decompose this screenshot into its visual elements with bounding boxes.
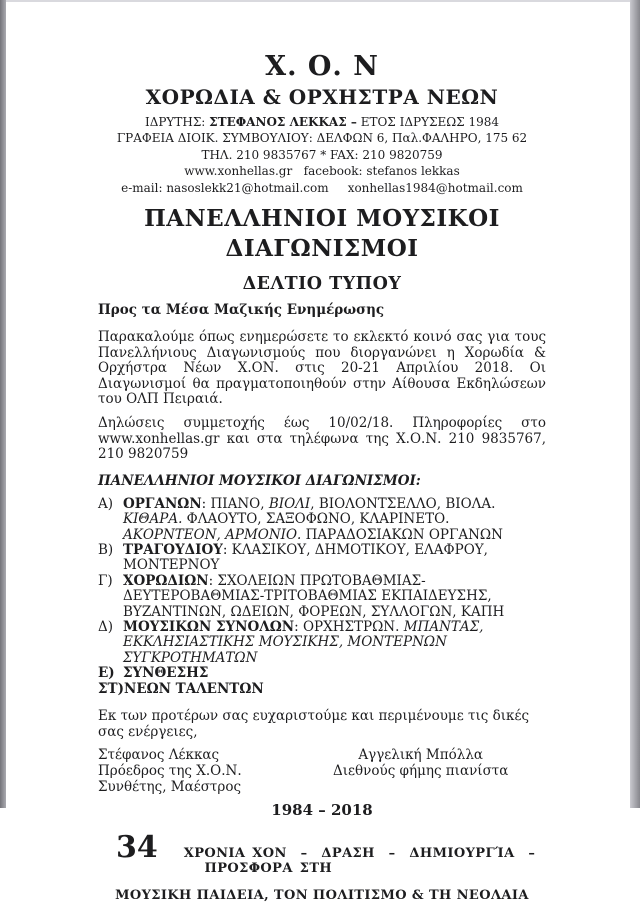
competition-item	[98, 666, 546, 681]
competition-item	[98, 682, 546, 697]
anniversary-line2: ΜΟΥΣΙΚΗ ΠΑΙΔΕΙΑ, ΤΟΝ ΠΟΛΙΤΙΣΜΟ & ΤΗ ΝΕΟΛΑΙΑ	[115, 888, 529, 903]
competition-item-label: Β)	[98, 542, 114, 558]
competition-item	[98, 497, 546, 543]
registration-paragraph: Δηλώσεις συμμετοχής έως 10/02/18. Πληροφορίες στο www.xonhellas.gr και στα τηλέφωνα της Χ.Ο.Ν. 210 9835767, 210 9820759	[98, 415, 546, 463]
competition-item-label: ΣΤ)	[98, 680, 124, 697]
signature-left-name: Στέφανος Λέκκας	[98, 747, 220, 764]
competition-item-text: ΝΕΩΝ ΤΑΛΕΝΤΩΝ	[123, 680, 264, 697]
page-edge-left	[0, 0, 6, 808]
signature-left	[98, 747, 333, 795]
founder-line	[98, 114, 546, 130]
page-edge-right	[630, 0, 640, 808]
competition-item	[98, 620, 546, 666]
years-range: 1984 – 2018	[271, 801, 373, 820]
founder-suffix: ΕΤΟΣ ΙΔΡΥΣΕΩΣ 1984	[356, 115, 500, 129]
competition-item-text: ΤΡΑΓΟΥΔΙΟΥ: ΚΛΑΣΙΚΟΥ, ΔΗΜΟΤΙΚΟΥ, ΕΛΑΦΡΟΥ, ΜΟΝΤΕΡΝΟΥ	[123, 542, 488, 574]
competition-item-text: ΣΥΝΘΕΣΗΣ	[123, 665, 209, 682]
address-line: ΓΡΑΦΕΙΑ ΔΙΟΙΚ. ΣΥΜΒΟΥΛΙΟΥ: ΔΕΛΦΩΝ 6, Παλ.ΦΑΛΗΡΟ, 175 62	[116, 131, 528, 146]
competition-item	[98, 574, 546, 620]
competition-item-text: ΟΡΓΑΝΩΝ: ΠΙΑΝΟ, ΒΙΟΛΙ, ΒΙΟΛΟΝΤΣΕΛΛΟ, ΒΙΟΛΑ. ΚΙΘΑΡΑ. ΦΛΑΟΥΤΟ, ΣΑΞΟΦΩΝΟ, ΚΛΑΡΙΝΕΤΟ. ΑΚΟΡΝΤΕΟΝ, ΑΡΜΟΝΙΟ. ΠΑΡΑΔΟΣΙΑΚΩΝ ΟΡΓΑΝΩΝ	[123, 495, 503, 543]
founder-prefix: ΙΔΡΥΤΗΣ:	[144, 115, 210, 129]
signature-right	[333, 747, 508, 795]
intro-paragraph: Παρακαλούμε όπως ενημερώσετε το εκλεκτό κοινό σας για τους Πανελλήνιους Διαγωνισμούς που διοργανώνει η Χορωδία & Ορχήστρα Νέων Χ.ΟΝ. στις 20-21 Απριλίου 2018. Οι Διαγωνισμοί θα πραγματοποιηθούν στην Αίθουσα Εκδηλώσεων του ΟΛΠ Πειραιά.	[98, 329, 546, 408]
competition-item-text: ΧΟΡΩΔΙΩΝ: ΣΧΟΛΕΙΩΝ ΠΡΩΤΟΒΑΘΜΙΑΣ-ΔΕΥΤΕΡΟΒΑΘΜΙΑΣ-ΤΡΙΤΟΒΑΘΜΙΑΣ ΕΚΠΑΙΔΕΥΣΗΣ, ΒΥΖΑΝΤΙΝΩΝ, ΩΔΕΙΩΝ, ΦΟΡΕΩΝ, ΣΥΛΛΟΓΩΝ, ΚΑΠΗ	[123, 572, 505, 620]
press-release-subtitle: ΔΕΛΤΙΟ ΤΥΠΟΥ	[242, 274, 402, 295]
anniversary-row	[116, 832, 546, 876]
org-name: ΧΟΡΩΔΙΑ & ΟΡΧΗΣΤΡΑ ΝΕΩΝ	[145, 85, 499, 109]
addressee-line: Προς τα Μέσα Μαζικής Ενημέρωσης	[98, 302, 385, 319]
web-facebook-line: www.xonhellas.gr facebook: stefanos lekkas	[184, 164, 460, 179]
signature-block	[98, 747, 546, 795]
signature-right-title: Διεθνούς φήμης πιανίστα	[333, 763, 509, 780]
signature-right-name: Αγγελική Μπόλλα	[358, 747, 483, 764]
competition-item-label: Γ)	[98, 572, 113, 589]
founder-name: ΣΤΕΦΑΝΟΣ ΛΕΚΚΑΣ –	[209, 115, 357, 129]
phone-fax-line: ΤΗΛ. 210 9835767 * FAX: 210 9820759	[201, 147, 443, 162]
signature-left-title1: Πρόεδρος της Χ.Ο.Ν.	[98, 763, 242, 780]
signature-left-title2: Συνθέτης, Μαέστρος	[98, 779, 242, 796]
competition-list	[98, 497, 546, 697]
document-content	[98, 0, 546, 903]
press-release-title: ΠΑΝΕΛΛΗΝΙΟΙ ΜΟΥΣΙΚΟΙ ΔΙΑΓΩΝΙΣΜΟΙ	[144, 205, 500, 263]
email-line: e-mail: nasoslekk21@hotmail.com xonhellas1984@hotmail.com	[121, 180, 523, 195]
competition-item-label: Δ)	[98, 619, 114, 636]
competition-item-text: ΜΟΥΣΙΚΩΝ ΣΥΝΟΛΩΝ: ΟΡΧΗΣΤΡΩΝ. ΜΠΑΝΤΑΣ, ΕΚΚΛΗΣΙΑΣΤΙΚΗΣ ΜΟΥΣΙΚΗΣ, ΜΟΝΤΕΡΝΩΝ ΣΥΓΚΡΟΤΗΜΑΤΩΝ	[123, 619, 484, 666]
competition-item-label: Ε)	[98, 665, 115, 682]
closing-line: Εκ των προτέρων σας ευχαριστούμε και περιμένουμε τις δικές σας ενέργειες,	[98, 708, 530, 741]
competition-item	[98, 543, 546, 574]
org-info-block	[98, 114, 546, 196]
anniversary-number: 34	[116, 830, 158, 866]
competitions-heading: ΠΑΝΕΛΛΗΝΙΟΙ ΜΟΥΣΙΚΟΙ ΔΙΑΓΩΝΙΣΜΟΙ:	[98, 472, 421, 489]
competition-item-label: Α)	[98, 495, 114, 512]
org-abbreviation: Χ. Ο. Ν	[265, 51, 379, 82]
anniversary-line1: ΧΡΟΝΙΑ ΧΟΝ – ΔΡΑΣΗ – ΔΗΜΙΟΥΡΓΊΑ – ΠΡΟΣΦΟΡΑ ΣΤΗ	[183, 846, 536, 877]
